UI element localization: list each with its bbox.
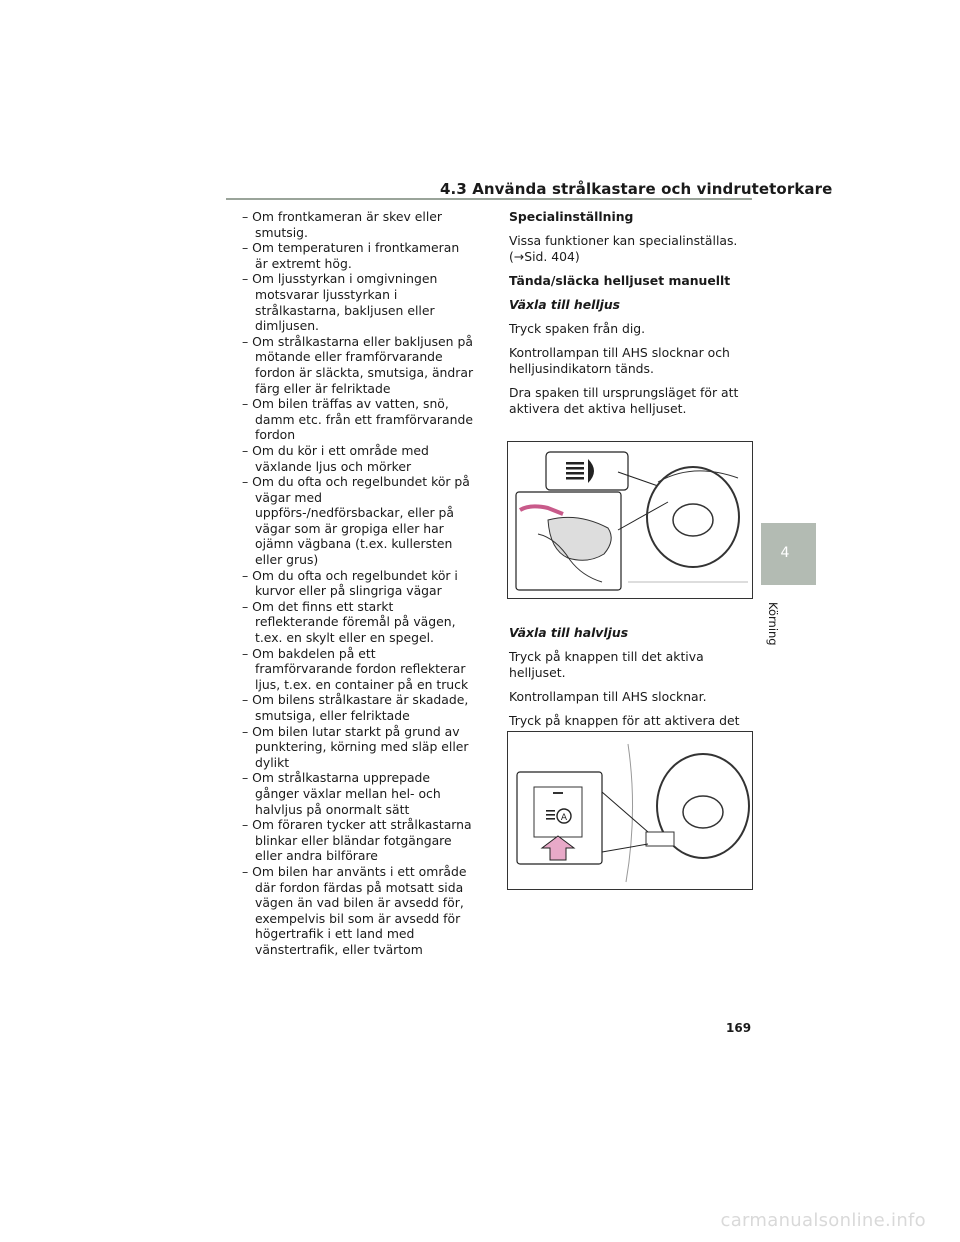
low-beam-step-1: Tryck på knappen till det aktiva helljuset.: [509, 649, 704, 680]
special-heading: Specialinställning: [509, 209, 634, 224]
ahs-button-illustration: [507, 731, 753, 890]
list-item: – Om du kör i ett område med växlande ljus och mörker: [242, 442, 429, 474]
list-item: – Om bilen träffas av vatten, snö, damm etc. från ett framförvarande fordon: [242, 396, 473, 443]
section-header: 4.3 Använda strålkastare och vindrutetorkare: [440, 180, 833, 198]
high-beam-step-3: Dra spaken till ursprungsläget för att aktivera det aktiva helljuset.: [509, 385, 739, 416]
list-item: – Om temperaturen i frontkameran är extremt hög.: [242, 240, 460, 271]
low-beam-step-3: Tryck på knappen för att aktivera det: [509, 713, 740, 728]
special-text: Vissa funktioner kan specialinställas. (→Sid. 404): [509, 233, 738, 264]
chapter-label-text: Körning: [766, 602, 780, 646]
header-rule: [226, 198, 752, 200]
high-beam-heading: Växla till helljus: [509, 297, 621, 312]
list-item: – Om du ofta och regelbundet kör på vägar med uppförs-/nedförsbackar, eller på vägar som är gropiga eller har ojämn vägbana (t.ex. kullersten eller grus): [242, 474, 470, 568]
list-item: – Om du ofta och regelbundet kör i kurvor eller på slingriga vägar: [242, 567, 458, 599]
list-item: – Om det finns ett starkt reflekterande föremål på vägen, t.ex. en skylt eller en spegel.: [242, 598, 456, 646]
high-beam-step-1: Tryck spaken från dig.: [509, 321, 646, 336]
list-item: – Om bilen har använts i ett område där fordon färdas på motsatt sida vägen än vad bilen är avsedd för, exempelvis bil som är avsedd för högertrafik i ett land med vänstertrafik, eller tvärtom: [242, 863, 467, 957]
chapter-label: [760, 602, 788, 662]
svg-text:A: A: [560, 813, 568, 823]
list-item: – Om strålkastarna upprepade gånger växlar mellan hel- och halvljus på onormalt sätt: [242, 770, 441, 817]
button-drawing: [508, 732, 752, 889]
lever-drawing: [508, 442, 752, 598]
manual-heading: Tända/släcka helljuset manuellt: [509, 273, 731, 288]
watermark: carmanualsonline.info: [720, 1210, 926, 1231]
list-item: – Om ljusstyrkan i omgivningen motsvarar ljusstyrkan i strålkastarna, bakljusen eller dimljusen.: [242, 271, 438, 334]
page-number: 169: [726, 1021, 752, 1035]
low-beam-heading: Växla till halvljus: [509, 625, 629, 640]
list-item: – Om bilen lutar starkt på grund av punktering, körning med släp eller dylikt: [242, 723, 469, 770]
condition-list: [242, 209, 474, 958]
list-item: – Om bakdelen på ett framförvarande fordon reflekterar ljus, t.ex. en container på en truck: [242, 645, 469, 692]
low-beam-step-2: Kontrollampan till AHS slocknar.: [509, 689, 707, 704]
list-item: – Om frontkameran är skev eller smutsig.: [242, 209, 443, 240]
list-item: – Om strålkastarna eller bakljusen på mötande eller framförvarande fordon är släckta, smutsiga, ändrar färg eller är felriktade: [242, 333, 474, 396]
list-item: – Om föraren tycker att strålkastarna blinkar eller bländar fotgängare eller andra bilförare: [242, 817, 472, 864]
lever-illustration: [507, 441, 753, 599]
chapter-number: 4: [780, 545, 790, 561]
list-item: – Om bilens strålkastare är skadade, smutsiga, eller felriktade: [242, 692, 469, 723]
high-beam-step-2: Kontrollampan till AHS slocknar och helljusindikatorn tänds.: [509, 345, 730, 376]
